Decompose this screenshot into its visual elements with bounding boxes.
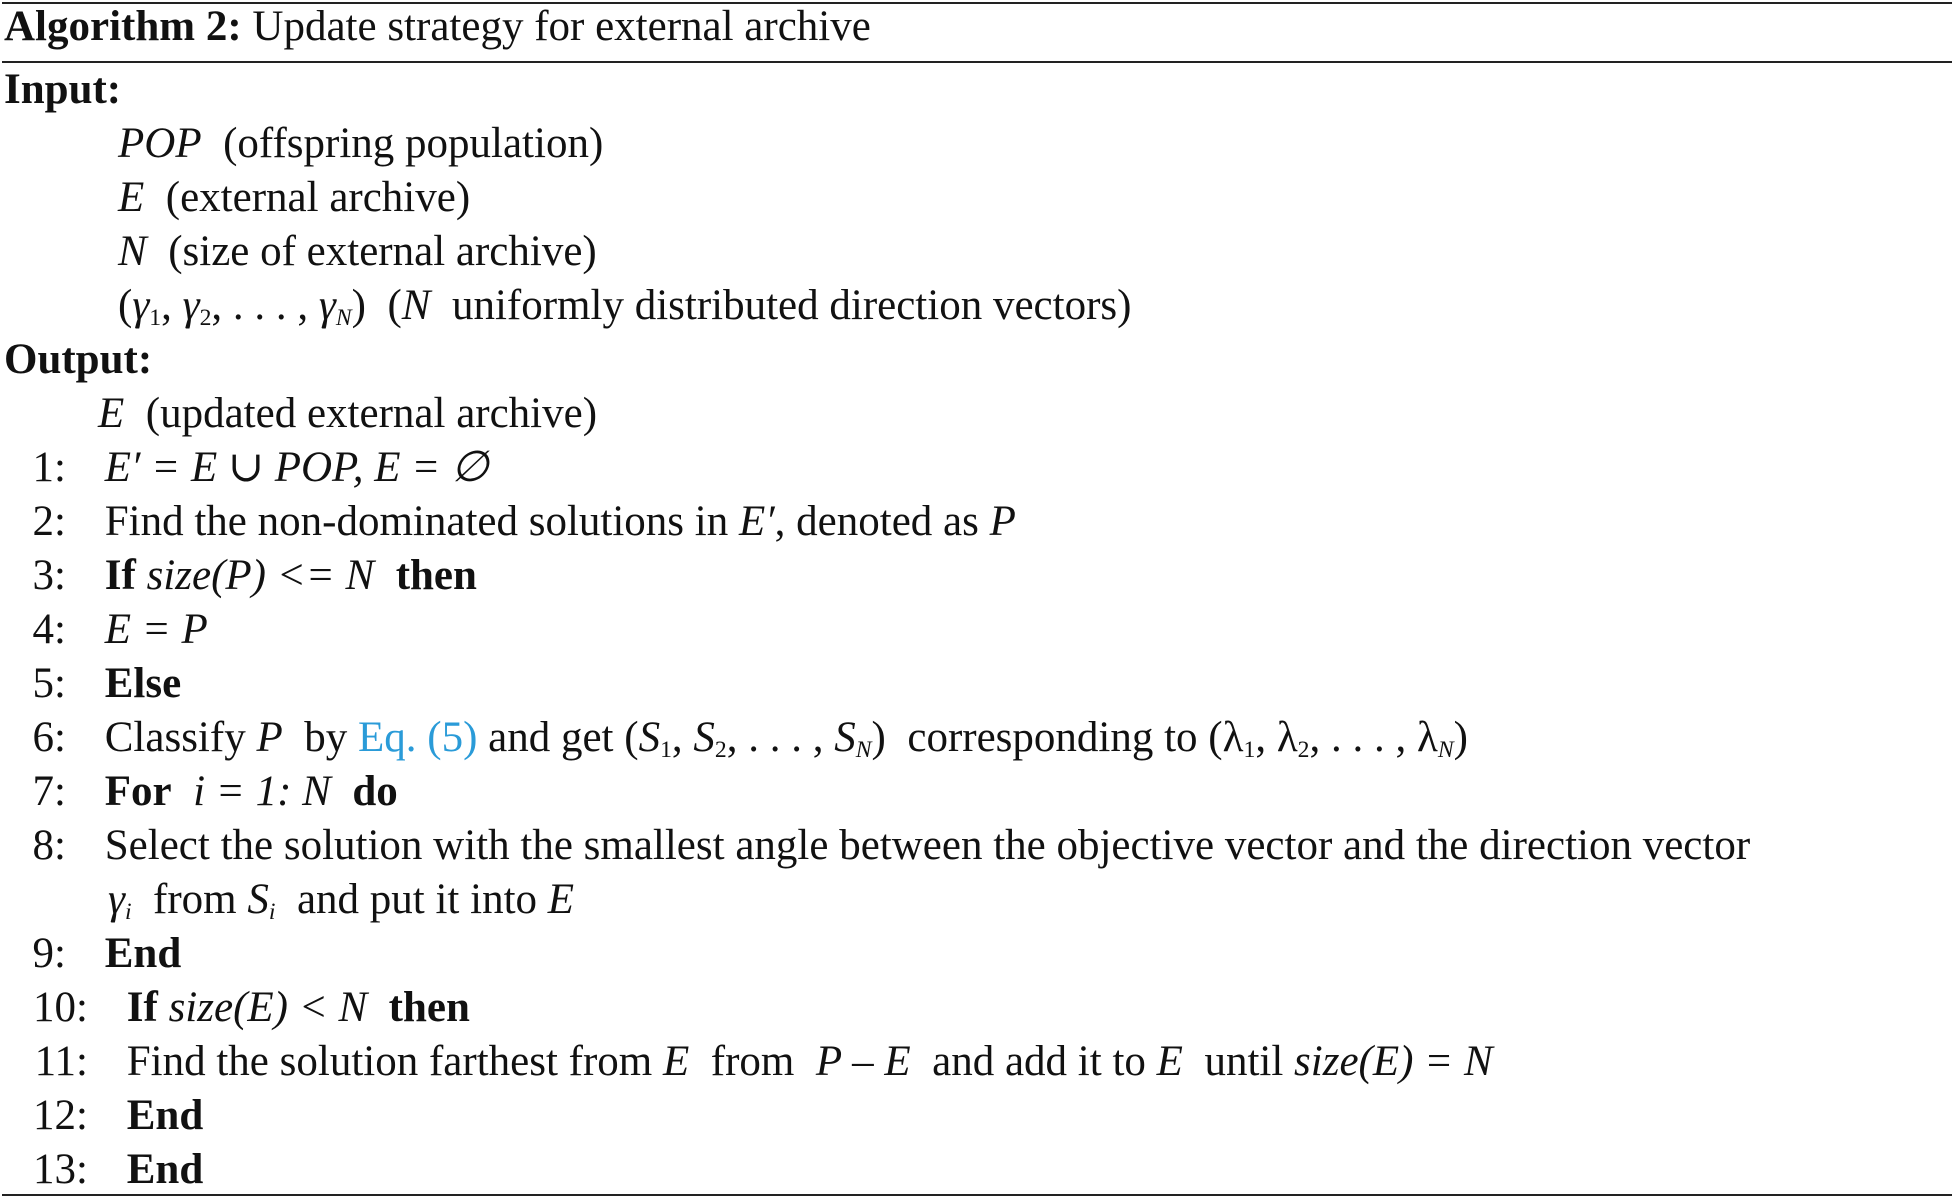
step-13: 13: End bbox=[33, 1146, 204, 1193]
input-label: Input: bbox=[4, 66, 122, 113]
bottom-rule bbox=[2, 1194, 1952, 1196]
step-8-cont: $\gamma_i$ from $S_i$ and put it into E bbox=[108, 876, 575, 925]
step-12: 12: End bbox=[33, 1092, 204, 1139]
step-9: 9: End bbox=[32, 930, 182, 977]
step-10: 10: If size(E) < N then bbox=[33, 984, 470, 1031]
input-item: ($\gamma_1$, $\gamma_2$, . . . , $\gamma_N$) (N uniformly distributed direction vectors) bbox=[118, 282, 1132, 331]
input-item: E (external archive) bbox=[118, 174, 471, 221]
step-5: 5: Else bbox=[32, 660, 182, 707]
output-item: E (updated external archive) bbox=[98, 390, 598, 437]
step-3: 3: If size(P) <= N then bbox=[32, 552, 477, 599]
algorithm-header bbox=[4, 0, 871, 54]
algorithm-label: Algorithm 2: bbox=[4, 3, 242, 50]
step-8: 8: Select the solution with the smallest angle between the objective vector and the direction vector bbox=[32, 822, 1751, 869]
step-6: 6: Classify P by Eq. (5) and get ($S_1$, $S_2$, . . . , $S_N$) corresponding to ($\lambda_1$, $\lambda_2$, . . . , $\lambda_N$) bbox=[32, 714, 1468, 763]
step-1: 1: E′ = E ∪ POP, E = ∅ bbox=[32, 444, 489, 491]
step-11: 11: Find the solution farthest from E from P – E and add it to E until size(E) = N bbox=[34, 1038, 1493, 1085]
step-4: 4: E = P bbox=[32, 606, 208, 653]
output-label: Output: bbox=[4, 336, 153, 383]
equation-link[interactable]: Eq. (5) bbox=[357, 714, 478, 761]
input-item: POP (offspring population) bbox=[118, 120, 604, 167]
input-item: N (size of external archive) bbox=[118, 228, 597, 275]
algorithm-title: Update strategy for external archive bbox=[252, 3, 871, 50]
step-7: 7: For i = 1: N do bbox=[32, 768, 398, 815]
header-rule bbox=[2, 61, 1952, 63]
step-2: 2: Find the non-dominated solutions in E′, denoted as P bbox=[32, 498, 1016, 545]
